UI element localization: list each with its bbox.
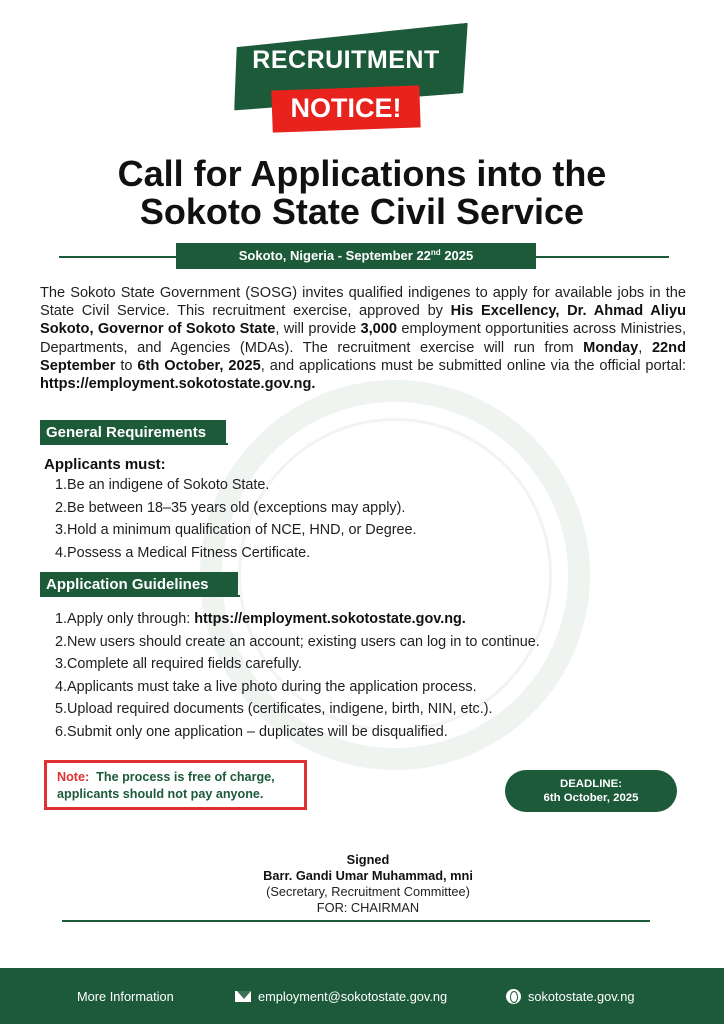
footer-website[interactable]	[506, 968, 634, 1024]
title-line-2: Sokoto State Civil Service	[139, 191, 585, 232]
applicants-must-label: Applicants must:	[44, 456, 166, 473]
list-text: Be between 18–35 years old (exceptions may apply).	[67, 499, 406, 516]
dateline	[176, 243, 536, 269]
list-num: 4.	[55, 678, 68, 695]
signatory-role: (Secretary, Recruitment Committee)	[266, 884, 470, 899]
intro-day: Monday	[583, 339, 639, 356]
list-item	[55, 542, 417, 565]
footer-email[interactable]	[235, 968, 447, 1024]
list-item	[55, 474, 417, 497]
list-text: Apply only through:	[67, 611, 195, 627]
signature-block	[200, 852, 536, 916]
deadline-badge	[505, 770, 677, 812]
list-num: 1.	[55, 611, 68, 627]
list-text: Possess a Medical Fitness Certificate.	[67, 544, 311, 561]
list-num: 4.	[55, 544, 68, 561]
signed-label: Signed	[346, 852, 390, 867]
list-item	[55, 676, 540, 699]
deadline-label: DEADLINE:	[559, 778, 622, 790]
note-line-2: applicants should not pay anyone.	[57, 787, 264, 801]
footer-email-text[interactable]: employment@sokotostate.gov.ng	[258, 989, 448, 1004]
footer	[0, 968, 724, 1024]
intro-paragraph	[40, 284, 686, 393]
list-text: Upload required documents (certificates, indigene, birth, NIN, etc.).	[67, 701, 493, 717]
application-guidelines-heading: Application Guidelines	[40, 572, 238, 597]
list-item	[55, 698, 540, 721]
intro-portal-link[interactable]: https://employment.sokotostate.gov.ng.	[40, 376, 316, 393]
notice-badge-text: NOTICE!	[290, 93, 402, 123]
intro-start-date: 22nd September	[40, 339, 686, 374]
list-text: New users should create an account; existing users can log in to continue.	[67, 633, 540, 650]
dateline-sup: nd	[430, 248, 441, 257]
intro-text-3: employment opportunities across Ministries, Departments, and Agencies (MDAs). The recruitment exercise will run from	[40, 321, 686, 356]
intro-end-date: 6th October, 2025	[137, 357, 261, 374]
envelope-icon	[235, 991, 251, 1002]
intro-text-4: ,	[638, 339, 652, 356]
dateline-year: 2025	[440, 248, 474, 263]
intro-text-6: , and applications must be submitted online via the official portal:	[260, 357, 686, 374]
note-line-1: The process is free of charge,	[89, 770, 275, 784]
intro-governor: His Excellency, Dr. Ahmad Aliyu Sokoto, Governor of Sokoto State	[40, 303, 686, 338]
list-num: 2.	[55, 633, 68, 650]
list-text: Hold a minimum qualification of NCE, HND, or Degree.	[67, 522, 417, 538]
list-item	[55, 497, 417, 520]
signatory-name: Barr. Gandi Umar Muhammad, mni	[263, 868, 473, 883]
globe-icon	[506, 989, 521, 1004]
signatory-for: FOR: CHAIRMAN	[316, 900, 420, 915]
list-num: 1.	[55, 477, 68, 493]
free-of-charge-note	[44, 760, 307, 810]
list-item	[55, 519, 417, 542]
intro-text-1: The Sokoto State Government (SOSG) invites qualified indigenes to apply for available jobs in the State Civil Service. This recruitment exercise, approved by	[40, 285, 686, 320]
list-text: Complete all required fields carefully.	[67, 656, 302, 672]
list-item	[55, 631, 540, 654]
page-title	[40, 155, 684, 231]
list-num: 5.	[55, 701, 68, 717]
application-guidelines-list	[55, 608, 540, 743]
list-text: Submit only one application – duplicates will be disqualified.	[67, 723, 448, 740]
recruitment-badge-text: RECRUITMENT	[252, 46, 440, 74]
list-num: 3.	[55, 522, 68, 538]
portal-link[interactable]: https://employment.sokotostate.gov.ng.	[194, 611, 466, 627]
general-requirements-list	[55, 474, 417, 564]
list-item	[55, 653, 540, 676]
list-num: 2.	[55, 499, 68, 516]
list-text: Be an indigene of Sokoto State.	[67, 477, 270, 493]
general-requirements-heading: General Requirements	[40, 420, 226, 445]
dateline-text: Sokoto, Nigeria - September 22	[238, 248, 431, 263]
list-num: 6.	[55, 723, 68, 740]
note-label: Note:	[57, 770, 90, 784]
more-information-label: More Information	[77, 989, 174, 1004]
signature-rule	[62, 920, 650, 922]
intro-text-5: to	[115, 357, 138, 374]
list-num: 3.	[55, 656, 68, 672]
list-item	[55, 721, 540, 744]
list-text: Applicants must take a live photo during the application process.	[67, 678, 477, 695]
footer-website-text[interactable]: sokotostate.gov.ng	[528, 989, 635, 1004]
intro-text-2: , will provide	[275, 321, 361, 338]
title-line-1: Call for Applications into the	[117, 153, 607, 194]
list-item	[55, 608, 540, 631]
intro-count: 3,000	[360, 321, 398, 338]
deadline-date: 6th October, 2025	[543, 792, 639, 804]
